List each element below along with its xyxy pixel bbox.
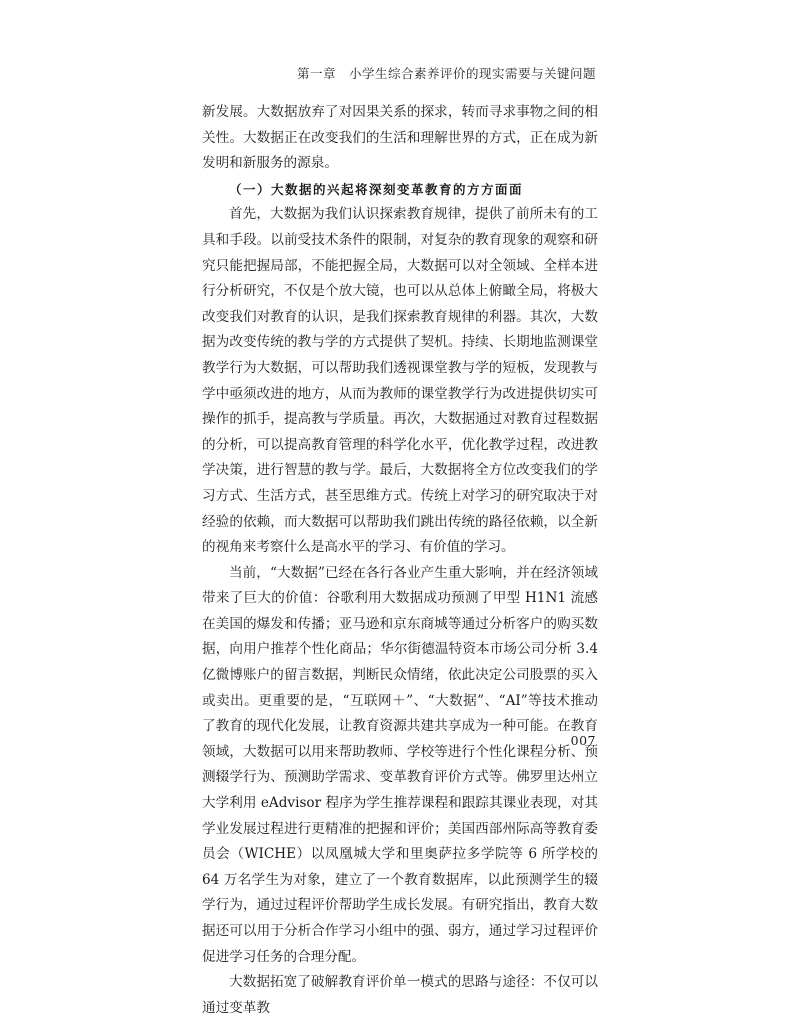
running-head: 第一章 小学生综合素养评价的现实需要与关键问题 <box>296 66 596 81</box>
paragraph-2: 首先，大数据为我们认识探索教育规律，提供了前所未有的工具和手段。以前受技术条件的限制，对复杂的教育现象的观察和研究只能把握局部，不能把握全局，大数据可以对全领域、全样本进行分析研究，不仅是个放大镜，也可以从总体上俯瞰全局，将极大改变我们对教育的认识，是我们探索教育规律的利器。其次，大数据为改变传统的教与学的方式提供了契机。持续、长期地监测课堂教学行为大数据，可以帮助我们透视课堂教与学的短板，发现教与学中亟须改进的地方，从而为教师的课堂教学行为改进提供切实可操作的抓手，提高教与学质量。再次，大数据通过对教育过程数据的分析，可以提高教育管理的科学化水平，优化教学过程，改进教学决策，进行智慧的教与学。最后，大数据将全方位改变我们的学习方式、生活方式，甚至思维方式。传统上对学习的研究取决于对经验的依赖，而大数据可以帮助我们跳出传统的路径依赖，以全新的视角来考察什么是高水平的学习、有价值的学习。 <box>202 206 598 556</box>
paragraph-4: 大数据拓宽了破解教育评价单一模式的思路与途径：不仅可以通过变革教 <box>202 974 598 1016</box>
page-number: 007 <box>570 733 596 748</box>
paragraph-3: 当前，“大数据”已经在各行各业产生重大影响，并在经济领域带来了巨大的价值：谷歌利用大数据成功预测了甲型 H1N1 流感在美国的爆发和传播；亚马逊和京东商城等通过分析客户的购买数据，向用户推荐个性化商品；华尔街德温特资本市场公司分析 3.4 亿微博账户的留言数据，判断民众情绪，依此决定公司股票的买入或卖出。更重要的是，“互联网＋”、“大数据”、“AI”等技术推动了教育的现代化发展，让教育资源共建共享成为一种可能。在教育领域，大数据可以用来帮助教师、学校等进行个性化课程分析、预测辍学行为、预测助学需求、变革教育评价方式等。佛罗里达州立大学利用 eAdvisor 程序为学生推荐课程和跟踪其课业表现，对其学业发展过程进行更精准的把握和评价；美国西部州际高等教育委员会（WICHE）以凤凰城大学和里奥萨拉多学院等 6 所学校的 64 万名学生为对象，建立了一个教育数据库，以此预测学生的辍学行为，通过过程评价帮助学生成长发展。有研究指出，教育大数据还可以用于分析合作学习小组中的强、弱方，通过学习过程评价促进学习任务的合理分配。 <box>202 564 598 965</box>
paragraph-1: 新发展。大数据放弃了对因果关系的探求，转而寻求事物之间的相关性。大数据正在改变我们的生活和理解世界的方式，正在成为新发明和新服务的源泉。 <box>202 104 598 172</box>
section-heading: （一）大数据的兴起将深刻变革教育的方方面面 <box>229 181 524 197</box>
body-text <box>202 100 598 1021</box>
